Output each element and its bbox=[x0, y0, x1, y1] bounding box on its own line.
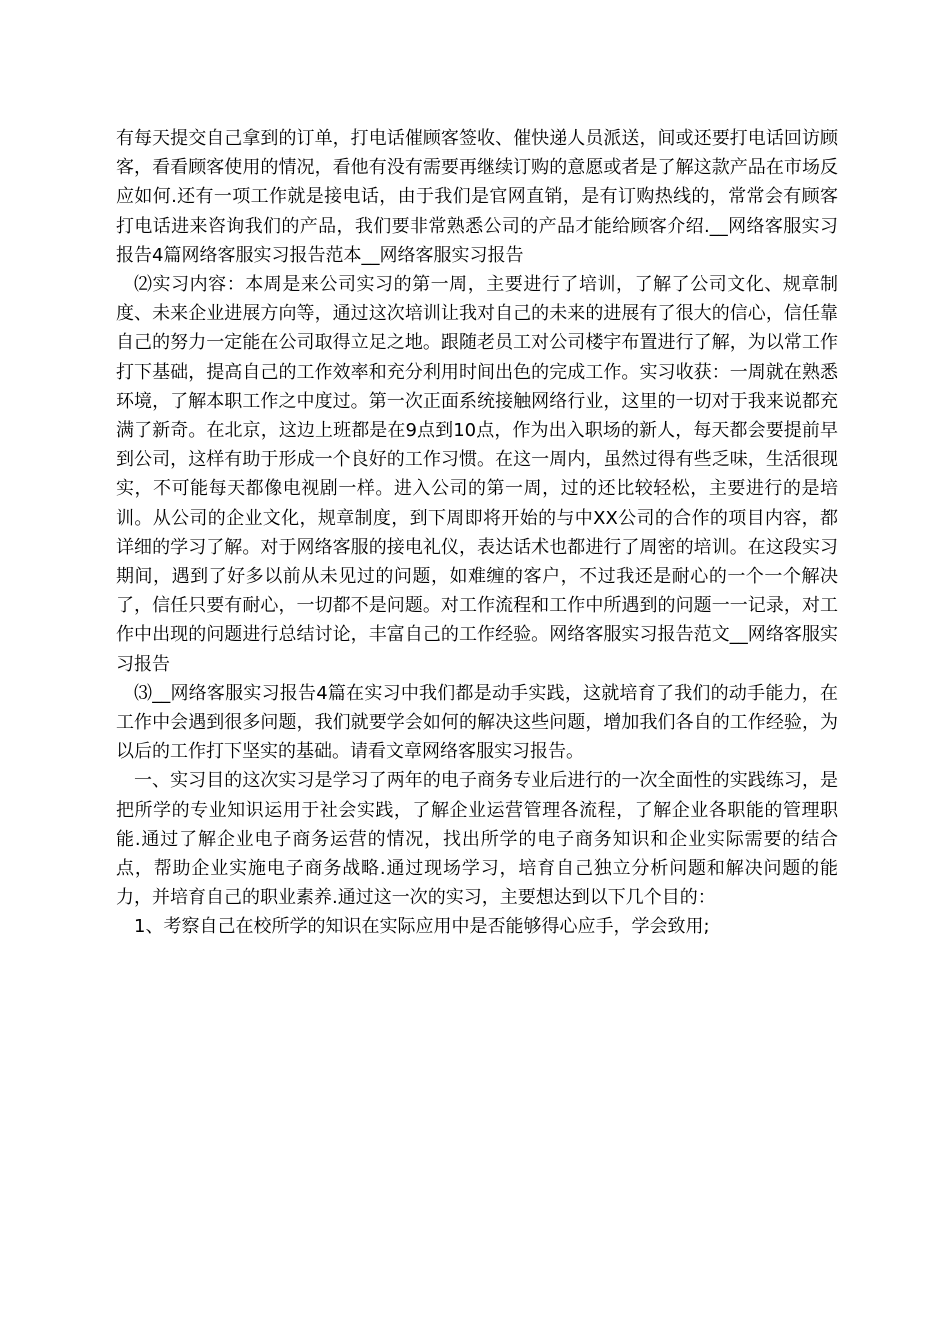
paragraph-internship-purpose: 一、实习目的这次实习是学习了两年的电子商务专业后进行的一次全面性的实践练习，是把所学的专业知识运用于社会实践，了解企业运营管理各流程，了解企业各职能的管理职能.通过了解企业电子商务运营的情况，找出所学的电子商务知识和企业实际需要的结合点，帮助企业实施电子商务战略.通过现场学习，培育自己独立分析问题和解决问题的能力，并培育自己的职业素养.通过这一次的实习，主要想达到以下几个目的： bbox=[116, 770, 838, 909]
paragraph-internship-content: ⑵实习内容：本周是来公司实习的第一周，主要进行了培训，了解了公司文化、规章制度、未来企业进展方向等，通过这次培训让我对自己的未来的进展有了很大的信心，信任靠自己的努力一定能在公司取得立足之地。跟随老员工对公司楼宇布置进行了解，为以常工作打下基础，提高自己的工作效率和充分利用时间出色的完成工作。实习收获：一周就在熟悉环境，了解本职工作之中度过。第一次正面系统接触网络行业，这里的一切对于我来说都充满了新奇。在北京，这边上班都是在9点到10点，作为出入职场的新人，每天都会要提前早到公司，这样有助于形成一个良好的工作习惯。在这一周内，虽然过得有些乏味，生活很现实，不可能每天都像电视剧一样。进入公司的第一周，过的还比较轻松，主要进行的是培训。从公司的企业文化，规章制度，到下周即将开始的与中XX公司的合作的项目内容，都详细的学习了解。对于网络客服的接电礼仪，表达话术也都进行了周密的培训。在这段实习期间，遇到了好多以前从未见过的问题，如难缠的客户，不过我还是耐心的一个一个解决了，信任只要有耐心，一切都不是问题。对工作流程和工作中所遇到的问题一一记录，对工作中出现的问题进行总结讨论，丰富自己的工作经验。网络客服实习报告范文__网络客服实习报告 bbox=[116, 274, 838, 675]
paragraph-practice-ability: ⑶__网络客服实习报告4篇在实习中我们都是动手实践，这就培育了我们的动手能力，在工作中会遇到很多问题，我们就要学会如何的解决这些问题，增加我们各自的工作经验，为以后的工作打下坚实的基础。请看文章网络客服实习报告。 bbox=[116, 682, 838, 763]
paragraph-order-handling: 有每天提交自己拿到的订单，打电话催顾客签收、催快递人员派送，间或还要打电话回访顾客，看看顾客使用的情况，看他有没有需要再继续订购的意愿或者是了解这款产品在市场反应如何.还有一项工作就是接电话，由于我们是官网直销，是有订购热线的，常常会有顾客打电话进来咨询我们的产品，我们要非常熟悉公司的产品才能给顾客介绍.__网络客服实习报告4篇网络客服实习报告范本__网络客服实习报告 bbox=[116, 128, 838, 266]
document-body bbox=[116, 124, 838, 942]
paragraph-purpose-item-1: 1、考察自己在校所学的知识在实际应用中是否能够得心应手，学会致用; bbox=[134, 916, 710, 938]
